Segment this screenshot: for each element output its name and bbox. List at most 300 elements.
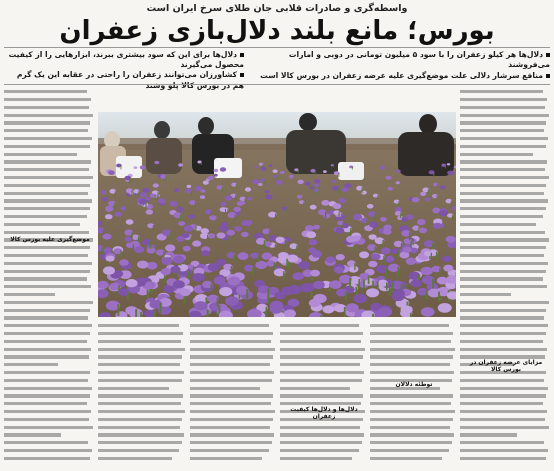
saffron-flower: [354, 294, 367, 303]
text-line: [98, 416, 186, 424]
saffron-leaf: [266, 307, 268, 316]
text-line: [4, 267, 94, 275]
saffron-leaf: [150, 241, 151, 249]
saffron-leaf: [350, 228, 351, 236]
saffron-flower: [174, 188, 179, 192]
saffron-leaf: [439, 268, 440, 276]
saffron-flower: [192, 240, 201, 246]
bullet-square-icon: [546, 53, 550, 57]
text-line: [370, 322, 456, 330]
text-line: [98, 439, 186, 447]
saffron-flower: [265, 190, 270, 193]
saffron-flower: [134, 246, 144, 253]
text-line: [460, 96, 550, 104]
saffron-leaf: [132, 190, 133, 196]
subhead: مزایای عرضه زعفران در بورس کالا: [469, 359, 543, 373]
saffron-leaf: [445, 165, 446, 169]
saffron-flower: [369, 222, 378, 228]
text-line: [370, 455, 456, 463]
saffron-leaf: [398, 201, 399, 206]
text-line: [4, 353, 94, 361]
saffron-leaf: [155, 195, 156, 200]
bullet-text: دلال‌ها برای این که سود بیشتری ببرند، ابزارهایی را از کیفیت محصول می‌گیرند: [8, 50, 244, 70]
saffron-flower: [273, 169, 278, 173]
saffron-leaf: [225, 209, 226, 215]
text-line: [460, 299, 550, 307]
text-line: [280, 361, 366, 369]
text-line: [98, 369, 186, 377]
text-line: [4, 415, 94, 423]
saffron-flower: [137, 261, 148, 269]
text-line: [190, 439, 276, 447]
text-line: [460, 197, 550, 205]
saffron-leaf: [318, 190, 319, 194]
saffron-leaf: [201, 162, 202, 166]
saffron-leaf: [267, 288, 269, 297]
saffron-leaf: [135, 309, 137, 317]
saffron-leaf: [235, 195, 236, 200]
text-line: [460, 338, 550, 346]
saffron-flower: [214, 174, 218, 177]
divider: [4, 84, 550, 85]
saffron-leaf: [341, 214, 342, 220]
saffron-leaf: [258, 255, 259, 262]
saffron-leaf: [298, 169, 299, 173]
saffron-flower: [314, 179, 321, 184]
saffron-flower: [297, 195, 303, 199]
saffron-leaf: [180, 214, 181, 221]
text-line: [460, 392, 550, 400]
saffron-flower: [366, 288, 379, 297]
text-line: [370, 345, 456, 353]
text-line: [460, 376, 550, 384]
saffron-leaf: [157, 195, 158, 200]
saffron-leaf: [246, 289, 248, 299]
saffron-leaf: [275, 214, 276, 221]
saffron-leaf: [432, 279, 434, 289]
saffron-leaf: [367, 220, 368, 226]
text-line: [460, 244, 550, 252]
saffron-flower: [392, 289, 405, 298]
saffron-flower: [406, 258, 416, 265]
saffron-flower: [106, 256, 115, 262]
text-line: [4, 454, 94, 462]
saffron-leaf: [222, 187, 223, 192]
saffron-leaf: [276, 176, 277, 180]
saffron-flower: [255, 166, 258, 168]
text-line: [280, 353, 366, 361]
text-line: [4, 322, 94, 330]
saffron-leaf: [125, 208, 126, 213]
text-line: [280, 439, 366, 447]
text-line: [460, 221, 550, 229]
text-line: [4, 408, 94, 416]
saffron-leaf: [437, 196, 438, 201]
text-line: [190, 455, 276, 463]
saffron-flower: [226, 230, 235, 236]
saffron-leaf: [303, 202, 304, 206]
text-line: [280, 369, 366, 377]
saffron-flower: [219, 225, 229, 232]
saffron-leaf: [288, 261, 289, 268]
saffron-flower: [276, 237, 285, 243]
text-line: [98, 377, 186, 385]
saffron-flower: [348, 266, 358, 273]
saffron-flower: [153, 183, 159, 187]
saffron-flower: [134, 166, 138, 169]
text-line: [4, 221, 94, 229]
saffron-leaf: [409, 232, 410, 240]
saffron-flower: [225, 195, 233, 201]
saffron-leaf: [274, 262, 275, 269]
text-line: [460, 182, 550, 190]
saffron-flower: [126, 219, 134, 224]
saffron-flower: [368, 261, 377, 268]
saffron-leaf: [349, 278, 351, 288]
saffron-flower: [323, 305, 335, 313]
text-line: [4, 330, 94, 338]
saffron-leaf: [397, 267, 399, 277]
text-line: [460, 104, 550, 112]
text-line: [370, 416, 456, 424]
divider: [4, 47, 550, 48]
saffron-leaf: [190, 236, 191, 243]
saffron-flower: [379, 166, 385, 170]
text-line: [98, 384, 186, 392]
text-line: [190, 400, 276, 408]
saffron-flower: [321, 200, 329, 206]
saffron-flower: [346, 236, 356, 243]
saffron-flower: [447, 171, 454, 176]
saffron-flower: [188, 214, 195, 219]
saffron-flower: [244, 220, 253, 226]
saffron-flower: [443, 265, 453, 272]
saffron-leaf: [195, 226, 196, 232]
saffron-flower: [281, 287, 293, 296]
saffron-leaf: [165, 176, 166, 181]
saffron-leaf: [413, 239, 414, 245]
text-line: [4, 283, 94, 291]
text-line: [460, 439, 550, 447]
saffron-flower: [245, 187, 251, 191]
saffron-leaf: [235, 214, 236, 221]
text-line: [4, 314, 94, 322]
text-line: [98, 338, 186, 346]
saffron-flower: [201, 228, 209, 234]
saffron-flower: [140, 192, 147, 197]
saffron-flower: [102, 197, 108, 201]
text-line: [460, 228, 550, 236]
saffron-flower: [173, 280, 185, 288]
text-line: [460, 400, 550, 408]
text-line: [4, 400, 94, 408]
text-column-bottom-4: [98, 322, 186, 468]
saffron-leaf: [129, 180, 130, 184]
bullet-item: [250, 50, 550, 70]
saffron-flower: [220, 167, 226, 171]
text-line: [280, 447, 366, 455]
saffron-flower: [184, 225, 193, 231]
text-line: [4, 291, 94, 299]
saffron-flower: [105, 214, 113, 219]
text-line: [4, 431, 94, 439]
text-line: [4, 338, 94, 346]
text-line: [4, 119, 94, 127]
text-line: [4, 439, 94, 447]
text-line: [460, 236, 550, 244]
saffron-leaf: [207, 235, 208, 242]
text-line: [460, 345, 550, 353]
subhead: موضع‌گیری علیه بورس کالا: [10, 236, 90, 243]
saffron-flower: [252, 179, 259, 184]
saffron-flower: [147, 262, 158, 270]
saffron-flower: [255, 261, 267, 269]
saffron-leaf: [436, 252, 438, 260]
text-line: [460, 283, 550, 291]
text-line: [4, 369, 94, 377]
text-line: [460, 135, 550, 143]
saffron-leaf: [153, 225, 154, 231]
text-line: [460, 267, 550, 275]
text-line: [460, 158, 550, 166]
saffron-flower: [332, 180, 336, 183]
text-line: [4, 150, 94, 158]
saffron-leaf: [115, 191, 116, 196]
saffron-leaf: [319, 185, 320, 190]
text-line: [4, 228, 94, 236]
saffron-flower: [388, 187, 393, 191]
saffron-flower: [438, 303, 452, 313]
saffron-flower: [142, 188, 149, 193]
saffron-flower: [183, 246, 191, 252]
saffron-leaf: [228, 236, 229, 244]
bullet-square-icon: [240, 73, 244, 77]
saffron-leaf: [325, 211, 326, 218]
text-line: [4, 361, 94, 369]
text-line: [460, 174, 550, 182]
text-line: [460, 119, 550, 127]
saffron-flower: [326, 256, 336, 263]
saffron-flower: [234, 226, 242, 231]
saffron-leaf: [433, 172, 434, 177]
saffron-leaf: [438, 292, 440, 302]
saffron-leaf: [428, 189, 429, 194]
saffron-flower: [158, 198, 166, 204]
saffron-flower: [371, 253, 381, 260]
text-line: [4, 260, 94, 268]
saffron-leaf: [338, 188, 339, 194]
saffron-flower: [154, 161, 159, 164]
text-line: [98, 361, 186, 369]
saffron-flower: [203, 181, 209, 185]
saffron-flower: [310, 205, 317, 210]
text-line: [98, 322, 186, 330]
saffron-flower: [178, 221, 185, 226]
saffron-flower: [396, 181, 400, 184]
text-column-bottom-3: [190, 322, 276, 468]
saffron-leaf: [362, 188, 363, 194]
saffron-flower: [140, 165, 146, 169]
saffron-leaf: [372, 281, 374, 290]
saffron-flower: [344, 183, 351, 188]
saffron-flower: [194, 301, 207, 310]
bullet-text: منافع سرشار دلالی علت موضع‌گیری علیه عرضه زعفران در بورس کالا است: [260, 71, 543, 81]
saffron-leaf: [286, 259, 288, 268]
text-line: [98, 345, 186, 353]
text-line: [460, 260, 550, 268]
saffron-leaf: [314, 187, 315, 191]
saffron-leaf: [164, 274, 166, 282]
saffron-flower: [280, 171, 285, 174]
saffron-leaf: [231, 266, 232, 274]
text-line: [280, 330, 366, 338]
saffron-flower: [219, 287, 232, 296]
text-line: [460, 330, 550, 338]
text-line: [190, 330, 276, 338]
saffron-flower: [419, 228, 427, 234]
saffron-flower: [161, 268, 171, 275]
text-line: [98, 431, 186, 439]
text-line: [98, 455, 186, 463]
saffron-field-icon: [98, 112, 456, 317]
saffron-leaf: [133, 244, 134, 251]
text-line: [4, 104, 94, 112]
saffron-leaf: [375, 213, 376, 220]
bullet-square-icon: [546, 74, 550, 78]
text-line: [4, 205, 94, 213]
text-line: [190, 345, 276, 353]
text-line: [190, 361, 276, 369]
text-line: [190, 447, 276, 455]
saffron-flower: [298, 261, 310, 269]
text-line: [460, 111, 550, 119]
saffron-field-photo: [98, 112, 456, 317]
text-line: [190, 431, 276, 439]
text-line: [460, 447, 550, 455]
saffron-leaf: [363, 280, 365, 289]
text-line: [460, 423, 550, 431]
text-line: [460, 306, 550, 314]
saffron-flower: [115, 212, 123, 217]
text-line: [280, 345, 366, 353]
text-line: [190, 384, 276, 392]
saffron-leaf: [236, 184, 237, 189]
text-line: [280, 392, 366, 400]
text-line: [4, 135, 94, 143]
saffron-flower: [334, 267, 344, 274]
text-line: [460, 88, 550, 96]
text-line: [98, 408, 186, 416]
saffron-leaf: [344, 307, 346, 317]
saffron-flower: [369, 234, 377, 240]
saffron-flower: [214, 169, 219, 172]
saffron-leaf: [117, 304, 119, 316]
saffron-flower: [200, 195, 205, 199]
saffron-leaf: [452, 215, 453, 220]
saffron-leaf: [382, 240, 384, 248]
text-line: [460, 291, 550, 299]
text-line: [4, 111, 94, 119]
saffron-flower: [161, 257, 172, 265]
saffron-flower: [217, 232, 226, 238]
saffron-flower: [421, 307, 435, 317]
saffron-flower: [276, 180, 283, 185]
saffron-flower: [100, 190, 106, 194]
text-line: [370, 392, 456, 400]
text-line: [280, 377, 366, 385]
text-line: [280, 322, 366, 330]
saffron-flower: [180, 289, 191, 297]
text-line: [98, 353, 186, 361]
saffron-leaf: [121, 165, 122, 169]
saffron-flower: [359, 251, 369, 258]
text-line: [460, 314, 550, 322]
saffron-flower: [176, 236, 184, 242]
saffron-leaf: [338, 173, 339, 178]
saffron-flower: [313, 281, 325, 289]
text-line: [4, 127, 94, 135]
saffron-flower: [187, 185, 192, 188]
saffron-leaf: [207, 309, 209, 317]
text-line: [190, 377, 276, 385]
text-line: [190, 338, 276, 346]
saffron-flower: [437, 277, 448, 285]
text-line: [4, 244, 94, 252]
saffron-flower: [170, 201, 178, 206]
text-line: [190, 322, 276, 330]
subhead: دلال‌ها و دلال‌ها کیفیت زعفران: [290, 406, 358, 420]
text-line: [4, 345, 94, 353]
text-line: [190, 353, 276, 361]
text-column-left: [4, 88, 94, 468]
saffron-leaf: [275, 244, 276, 250]
saffron-leaf: [191, 190, 192, 196]
text-line: [4, 189, 94, 197]
text-line: [460, 127, 550, 135]
text-line: [370, 330, 456, 338]
text-line: [4, 423, 94, 431]
text-line: [370, 431, 456, 439]
saffron-leaf: [131, 232, 132, 239]
saffron-flower: [108, 170, 115, 175]
saffron-flower: [417, 219, 426, 225]
text-line: [190, 369, 276, 377]
text-line: [4, 166, 94, 174]
saffron-flower: [178, 163, 183, 167]
saffron-flower: [313, 225, 320, 230]
saffron-leaf: [377, 281, 379, 290]
saffron-leaf: [377, 195, 378, 199]
text-line: [4, 376, 94, 384]
text-line: [460, 143, 550, 151]
bullets-right: [250, 50, 550, 83]
text-line: [98, 400, 186, 408]
saffron-flower: [125, 237, 133, 242]
saffron-leaf: [145, 201, 146, 208]
saffron-leaf: [431, 253, 432, 260]
saffron-flower: [421, 267, 433, 276]
saffron-leaf: [398, 250, 399, 257]
saffron-flower: [289, 175, 294, 179]
bullet-text: دلال‌ها هر کیلو زعفران را با سود ۵ میلیون تومانی در دوبی و امارات می‌فروشند: [288, 50, 550, 70]
text-line: [460, 408, 550, 416]
saffron-leaf: [170, 232, 171, 239]
saffron-leaf: [283, 271, 285, 280]
saffron-leaf: [120, 250, 121, 257]
saffron-leaf: [354, 263, 355, 270]
saffron-leaf: [400, 213, 401, 218]
text-line: [98, 423, 186, 431]
